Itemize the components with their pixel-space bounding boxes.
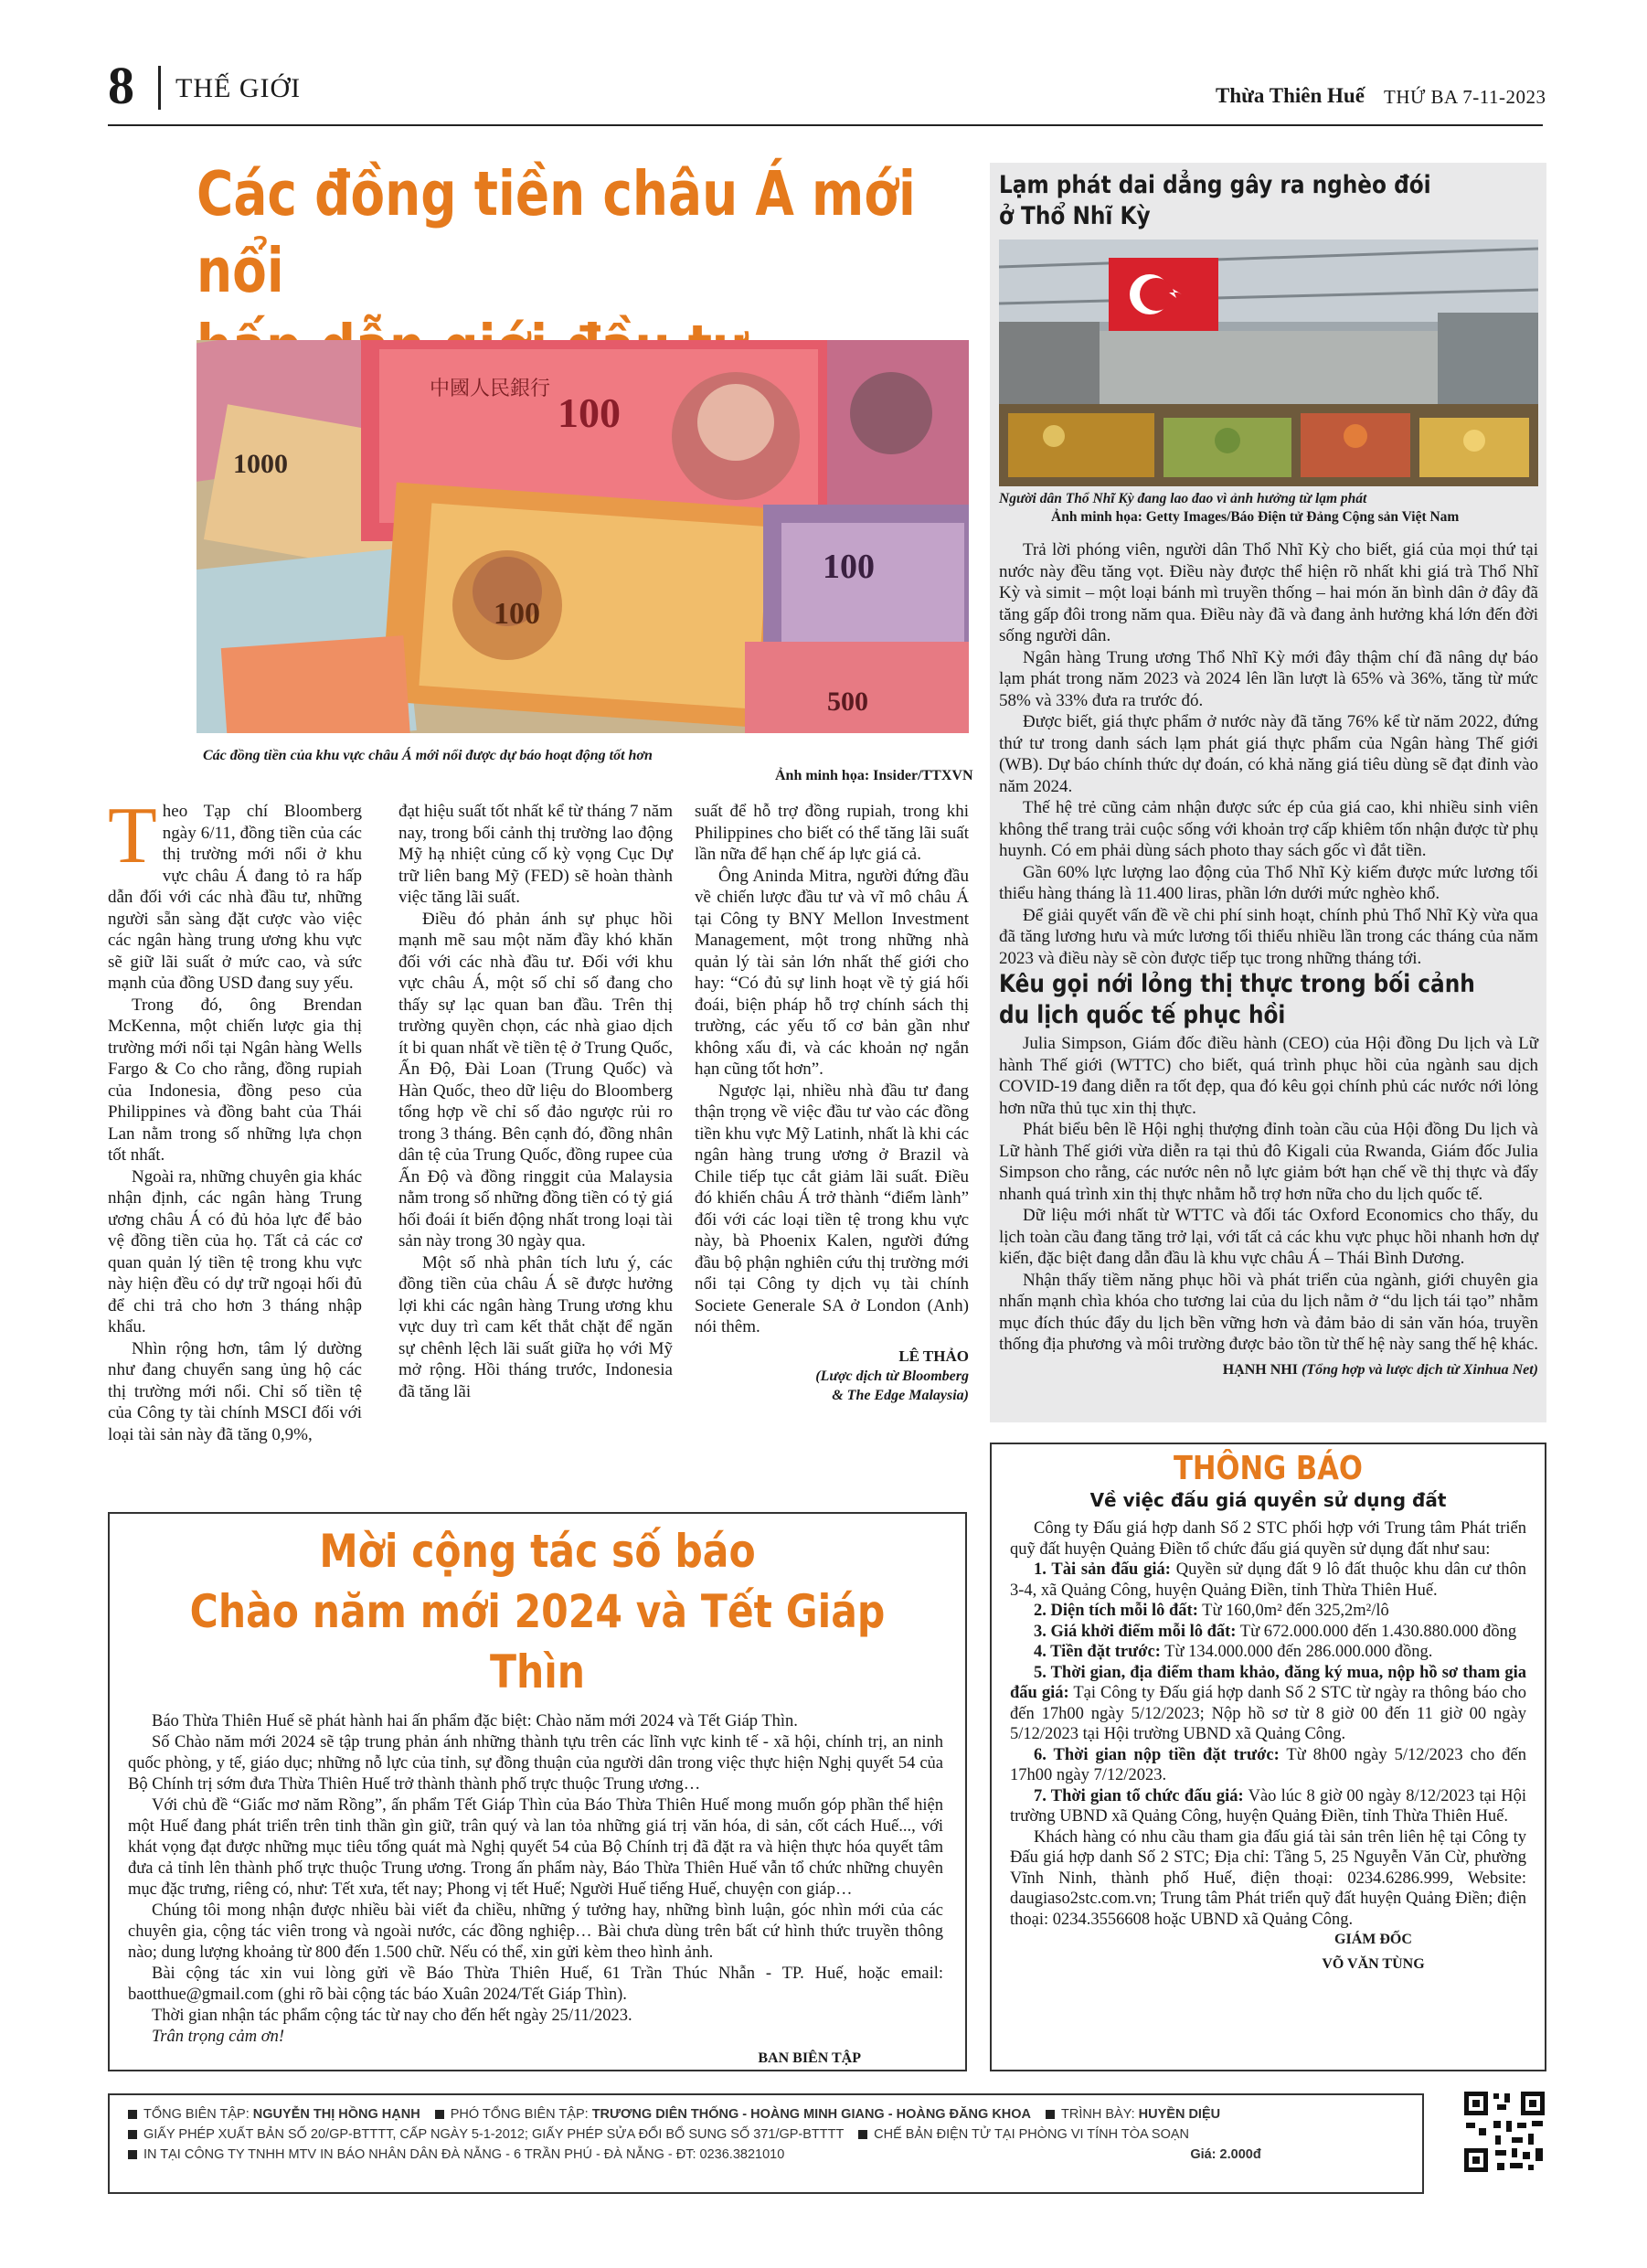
notice-item-1-label: 1. Tài sản đấu giá: xyxy=(1034,1560,1171,1579)
ad-para-3: Với chủ đề “Giấc mơ năm Rồng”, ấn phẩm Tết Giáp Thìn của Báo Thừa Thiên Huế mong muốn góp phần thể hiện một Huế đang phát triển trên tinh thần gìn giữ, trân quý và lan tỏa những giá trị văn hóa, di sản, cốt cách Huế..., với khát vọng đạt được những mục tiêu tổng quát mà Nghị quyết 54 của Bộ Chính trị đã đặt ra và hiện thực hóa quyết tâm đưa cả tỉnh lên thành phố trực thuộc Trung ương. Trong ấn phẩm này, Báo Thừa Thiên Huế vẫn tổ chức những chuyên mục đặc trưng, riêng có, như: Tết xưa, tết nay; Phong vị tết Huế; Người Huế tiếng Huế, chuyện con giáp… xyxy=(128,1796,943,1899)
notice-sign-name: VÕ VĂN TÙNG xyxy=(1322,1955,1425,1972)
market-photo xyxy=(999,240,1538,486)
banknotes-illustration xyxy=(197,340,969,733)
footer-layout-label: TRÌNH BÀY: xyxy=(1061,2107,1135,2122)
article-para-4: Nhìn rộng hơn, tâm lý dường như đang chuyển sang ủng hộ các thị trường mới nổi. Chỉ số tiền tệ của Công ty tài chính MSCI đối với loại tài sản này đã tăng 0,9%, xyxy=(108,1338,362,1444)
sidebar-byline xyxy=(999,1359,1538,1381)
drop-cap: T xyxy=(108,792,157,880)
article-para-9: Ông Aninda Mitra, người đứng đầu về chiến lược đầu tư và vĩ mô châu Á tại Công ty BNY Mellon Investment Management, một trong những nhà quản lý tài sản lớn nhất thế giới cho hay: “Có đủ sự linh hoạt về tỷ giá hối đoái, biện pháp hỗ trợ chính sách thị trường, các yếu tố cơ bản gần như không xấu đi, và các khoản nợ ngắn hạn cũng tốt hơn”. xyxy=(695,866,969,1079)
footer-prepress: CHẾ BẢN ĐIỆN TỬ TẠI PHÒNG VI TÍNH TÒA SOẠN xyxy=(874,2127,1190,2142)
notice-intro: Công ty Đấu giá hợp danh Số 2 STC phối hợp với Trung tâm Phát triển quỹ đất huyện Quảng Điền tổ chức đấu giá quyền sử dụng đất như sau: xyxy=(1010,1519,1526,1559)
sidebar-para-9: Dữ liệu mới nhất từ WTTC và đối tác Oxford Economics cho thấy, du lịch toàn cầu đang tăng trở lại, với tất cả các khu vực phục hồi nhanh hơn dự kiến, đặc biệt đang dẫn đầu là khu vực châu Á – Thái Bình Dương. xyxy=(999,1206,1538,1268)
sidebar-para-8: Phát biểu bên lề Hội nghị thượng đỉnh toàn cầu của Hội đồng Du lịch và Lữ hành Thế giới vừa diễn ra tại thủ đô Kigali của Rwanda, Giám đốc Julia Simpson cho rằng, các nước nên nỗ lực giảm bớt hạn chế về thị thực và đẩy nhanh quá trình xin thị thực nhằm hỗ trợ hơn nữa cho du lịch quốc tế. xyxy=(999,1120,1538,1204)
notice-item-3-text: Từ 672.000.000 đến 1.430.880.000 đồng xyxy=(1239,1622,1517,1641)
footer-line-2 xyxy=(117,2124,1422,2145)
bullet-square-icon xyxy=(435,2110,444,2119)
ad-para-1: Báo Thừa Thiên Huế sẽ phát hành hai ấn phẩm đặc biệt: Chào năm mới 2024 và Tết Giáp Thìn. xyxy=(152,1712,798,1730)
notice-subtitle: Về việc đấu giá quyền sử dụng đất xyxy=(1089,1489,1447,1511)
notice-item-1-text: Quyền sử dụng đất 9 lô đất thuộc khu dân cư thôn 3-4, xã Quảng Công, huyện Quảng Điền, tỉnh Thừa Thiên Huế. xyxy=(1010,1560,1526,1600)
notice-item-5 xyxy=(1010,1663,1526,1745)
bullet-square-icon xyxy=(128,2110,137,2119)
article-column-3 xyxy=(695,801,969,1405)
sidebar-byline-note: (Tổng hợp và lược dịch từ Xinhua Net) xyxy=(1301,1361,1538,1378)
sidebar-para-1: Trả lời phóng viên, người dân Thổ Nhĩ Kỳ cho biết, giá của mọi thứ tại nước này đều tăng vọt. Điều này được thể hiện rõ nhất khi giá trà Thổ Nhĩ Kỳ và simit – một loại bánh mì truyền thống – hai món ăn bình dân ở đây đã tăng gấp đôi trong năm qua. Điều này đã và đang ảnh hưởng khá lớn đến đời sống người dân. xyxy=(999,540,1538,645)
svg-text:100: 100 xyxy=(558,389,621,436)
article-para-8: suất để hỗ trợ đồng rupiah, trong khi Philippines cho biết có thể tăng lãi suất lần nữa để hạn chế áp lực giá cả. xyxy=(695,802,969,864)
notice-item-7 xyxy=(1010,1786,1526,1827)
headline-line-1: Các đồng tiền châu Á mới nổi xyxy=(197,158,916,306)
bullet-square-icon xyxy=(858,2130,867,2139)
page-number: 8 xyxy=(108,56,134,115)
bullet-square-icon xyxy=(128,2150,137,2159)
notice-item-7-text: Vào lúc 8 giờ 00 ngày 8/12/2023 tại Hội trường UBND xã Quảng Công, huyện Quảng Điền, tỉnh Thừa Thiên Huế. xyxy=(1010,1786,1527,1826)
footer-editor-name: NGUYỄN THỊ HỒNG HẠNH xyxy=(252,2107,420,2122)
bullet-square-icon xyxy=(128,2130,137,2139)
footer-deputy-label: PHÓ TỔNG BIÊN TẬP: xyxy=(450,2107,589,2122)
notice-item-7-label: 7. Thời gian tổ chức đấu giá: xyxy=(1034,1786,1244,1805)
auction-notice-box xyxy=(990,1443,1546,2071)
svg-text:中國人民銀行: 中國人民銀行 xyxy=(430,377,551,399)
svg-text:500: 500 xyxy=(827,687,868,717)
svg-text:100: 100 xyxy=(823,548,875,586)
notice-item-3 xyxy=(1010,1622,1526,1643)
article-column-2 xyxy=(398,801,673,1402)
sidebar-title-2-line-2: du lịch quốc tế phục hồi xyxy=(999,1001,1286,1029)
sidebar-para-10: Nhận thấy tiềm năng phục hồi và phát triển của ngành, giới chuyên gia nhấn mạnh chìa khóa cho tương lai của du lịch nằm ở “du lịch tái tạo” nhằm mục đích thúc đẩy du lịch bền vững hơn và đảm bảo di sản văn hóa, truyền thống địa phương và môi trường được bảo tồn từ thế hệ này sang thế hệ khác. xyxy=(999,1270,1539,1354)
masthead-footer xyxy=(108,2093,1424,2194)
notice-contact: Khách hàng có nhu cầu tham gia đấu giá tài sản trên liên hệ tại Công ty Đấu giá hợp danh Số 2 STC; Địa chỉ: Tầng 5, 25 Nguyễn Văn Cừ, phường Vĩnh Ninh, thành phố Huế, điện thoại: 0234.6286.999, Website: daugiaso2stc.com.vn; Trung tâm Phát triển quỹ đất huyện Quảng Điền; điện thoại: 0234.3556608 hoặc UBND xã Quảng Công. xyxy=(1010,1827,1526,1929)
ad-title-1: Mời cộng tác số báo xyxy=(319,1525,756,1578)
notice-title: THÔNG BÁO xyxy=(1174,1450,1363,1487)
ad-title-2: Chào năm mới 2024 và Tết Giáp Thìn xyxy=(189,1585,886,1698)
sidebar-article-1 xyxy=(999,539,1538,969)
ad-para-6: Thời gian nhận tác phẩm cộng tác từ nay cho đến hết ngày 25/11/2023. xyxy=(152,2007,632,2025)
article-source-2: & The Edge Malaysia) xyxy=(832,1388,969,1403)
notice-item-3-label: 3. Giá khởi điểm mỗi lô đất: xyxy=(1034,1622,1237,1641)
notice-item-4-label: 4. Tiền đặt trước: xyxy=(1034,1643,1161,1661)
sidebar-para-7: Julia Simpson, Giám đốc điều hành (CEO) của Hội đồng Du lịch và Lữ hành Thế giới (WTTC) cho biết, quá trình phục hồi của ngành sau dịch COVID-19 đang diễn ra tốt đẹp, qua đó kêu gọi chính phủ các nước nới lỏng hơn nữa thủ tục xin thị thực. xyxy=(999,1034,1538,1118)
article-para-10: Ngược lại, nhiều nhà đầu tư đang thận trọng về việc đầu tư vào các đồng tiền khu vực Mỹ Latinh, nhất là khi các ngân hàng trung ương ở Brazil và Chile tiếp tục cắt giảm lãi suất. Điều đó khiến châu Á trở thành “điểm lành” đối với các loại tiền tệ trong khu vực này, bà Phoenix Kalen, người đứng đầu bộ phận nghiên cứu thị trường mới nổi tại Công ty dịch vụ tài chính Societe Generale SA ở London (Anh) nói thêm. xyxy=(695,1081,969,1336)
notice-item-6-text: Từ 8h00 ngày 5/12/2023 cho đến 17h00 ngày 7/12/2023. xyxy=(1010,1745,1526,1784)
footer-deputy-names: TRƯƠNG DIÊN THỐNG - HOÀNG MINH GIANG - HOÀNG ĐĂNG KHOA xyxy=(591,2107,1032,2122)
notice-item-2-text: Từ 160,0m² đến 325,2m²/lô xyxy=(1202,1602,1389,1620)
section-name: THẾ GIỚI xyxy=(175,73,302,103)
issue-date: THỨ BA 7-11-2023 xyxy=(1384,86,1546,108)
sidebar-title-line-2: ở Thổ Nhĩ Kỳ xyxy=(999,202,1151,230)
footer-printer: IN TẠI CÔNG TY TNHH MTV IN BÁO NHÂN DÂN ĐÀ NẴNG - 6 TRẦN PHÚ - ĐÀ NẴNG - ĐT: 0236.3821010 xyxy=(143,2147,785,2162)
sidebar-title-line-1: Lạm phát dai dẳng gây ra nghèo đói xyxy=(999,171,1431,199)
footer-line-3 xyxy=(117,2145,1422,2165)
article-para-6: Điều đó phản ánh sự phục hồi mạnh mẽ sau một năm đầy khó khăn đối với các nhà đầu tư. Đối với khu vực châu Á, một số chỉ số đang cho thấy sự lạc quan ban đầu. Trên thị trường quyền chọn, các nhà giao dịch ít bi quan nhất về tiền tệ ở Trung Quốc, Ấn Độ, Đài Loan (Trung Quốc) và Hàn Quốc, theo dữ liệu do Bloomberg tổng hợp về chỉ số đảo ngược rủi ro trong 3 tháng. Bên cạnh đó, đồng nhân dân tệ của Trung Quốc, đồng rupee của Ấn Độ và đồng ringgit của Malaysia nằm trong số những đồng tiền có tỷ giá hối đoái ít biến động nhất trong loại tài sản này trong 30 ngày qua. xyxy=(398,909,673,1251)
notice-sign-title: GIÁM ĐỐC xyxy=(1334,1932,1412,1947)
sidebar-article-2 xyxy=(999,1033,1538,1380)
sidebar-byline-name: HẠNH NHI xyxy=(1222,1361,1298,1378)
header-divider xyxy=(158,66,161,110)
article-para-2: Trong đó, ông Brendan McKenna, một chiến lược gia thị trường mới nổi tại Ngân hàng Wells Fargo & Co cho rằng, đồng rupiah của Indonesia, đồng peso của Philippines và đồng baht của Thái Lan nằm trong số những lựa chọn tốt nhất. xyxy=(108,995,362,1165)
article-para-1: heo Tạp chí Bloomberg ngày 6/11, đồng tiền của các thị trường mới nổi ở khu vực châu Á đang tỏ ra hấp dẫn đối với các nhà đầu tư, những người sẵn sàng đặt cược vào việc các ngân hàng trung ương khu vực sẽ giữ lãi suất ở mức cao, và sức mạnh của đồng USD đang suy yếu. xyxy=(108,802,362,993)
footer-license: GIẤY PHÉP XUẤT BẢN SỐ 20/GP-BTTTT, CẤP NGÀY 5-1-2012; GIẤY PHÉP SỬA ĐỔI BỔ SUNG SỐ 371/GP-BTTTT xyxy=(143,2127,845,2142)
sidebar-title-2-line-1: Kêu gọi nới lỏng thị thực trong bối cảnh xyxy=(999,970,1475,998)
article-para-7: Một số nhà phân tích lưu ý, các đồng tiền của châu Á sẽ được hưởng lợi khi các ngân hàng Trung ương khu vực duy trì cam kết thắt chặt để ngăn sự chênh lệch lãi suất giữa họ với Mỹ mở rộng. Hồi tháng trước, Indonesia đã tăng lãi xyxy=(398,1252,673,1401)
header-rule xyxy=(108,124,1543,126)
notice-item-4 xyxy=(1010,1642,1526,1663)
sidebar-para-4: Thế hệ trẻ cũng cảm nhận được sức ép của giá cao, khi nhiều sinh viên không thể trang trải cuộc sống với khoản trợ cấp khiêm tốn nhận được từ phụ huynh. Có em phải dùng sách photo thay sách gốc vì đắt tiền. xyxy=(999,798,1538,860)
article-source-1: (Lược dịch từ Bloomberg xyxy=(815,1368,969,1384)
notice-item-5-text: Tại Công ty Đấu giá hợp danh Số 2 STC từ ngày ra thông báo cho đến 17h00 ngày 5/12/2023; Nộp hồ sơ từ 8 giờ 00 đến 11 giờ 00 ngày 5/12/2023 tại Hội trường UBND xã Quảng Công. xyxy=(1010,1684,1527,1743)
sidebar-title xyxy=(999,170,1534,232)
qr-code-icon xyxy=(1462,2090,1546,2174)
footer-editor-label: TỔNG BIÊN TẬP: xyxy=(143,2107,250,2122)
ad-closing: Trân trọng cảm ơn! xyxy=(152,2028,285,2046)
svg-text:100: 100 xyxy=(494,597,540,631)
notice-item-4-text: Từ 134.000.000 đến 286.000.000 đồng. xyxy=(1164,1643,1433,1661)
notice-item-2 xyxy=(1010,1601,1526,1622)
article-column-1 xyxy=(108,792,362,1445)
main-photo-credit: Ảnh minh họa: Insider/TTXVN xyxy=(775,768,973,783)
notice-item-2-label: 2. Diện tích mỗi lô đất: xyxy=(1034,1602,1198,1620)
sidebar-para-6: Để giải quyết vấn đề về chi phí sinh hoạt, chính phủ Thổ Nhĩ Kỳ vừa qua đã tăng lương hưu và mức lương tối thiểu nhiều lần trong các tháng của năm 2023 và điều này sẽ còn được tiếp tục trong những tháng tới. xyxy=(999,905,1538,968)
sidebar-title-2 xyxy=(999,969,1534,1031)
ad-body xyxy=(128,1711,943,2069)
market-illustration xyxy=(999,240,1538,486)
contribution-notice-box xyxy=(108,1512,967,2071)
sidebar-photo-caption: Người dân Thổ Nhĩ Kỳ đang lao đao vì ảnh hưởng từ lạm phát xyxy=(999,491,1367,506)
ad-para-5: Bài cộng tác xin vui lòng gửi về Báo Thừa Thiên Huế, 61 Trần Thúc Nhẫn - TP. Huế, hoặc email: baotthue@gmail.com (ghi rõ bài cộng tác báo Xuân 2024/Tết Giáp Thìn). xyxy=(128,1965,943,2004)
notice-item-5-label: 5. Thời gian, địa điểm tham khảo, đăng ký mua, nộp hồ sơ tham gia đấu giá: xyxy=(1010,1663,1526,1702)
bullet-square-icon xyxy=(1046,2110,1055,2119)
article-para-5: đạt hiệu suất tốt nhất kể từ tháng 7 năm nay, trong bối cảnh thị trường lao động Mỹ hạ nhiệt củng cố kỳ vọng Cục Dự trữ liên bang Mỹ (FED) sẽ hoàn thành việc tăng lãi suất. xyxy=(398,802,673,907)
svg-text:1000: 1000 xyxy=(233,449,288,479)
footer-line-1 xyxy=(117,2104,1422,2124)
main-photo-caption: Các đồng tiền của khu vực châu Á mới nổi được dự báo hoạt động tốt hơn xyxy=(203,748,653,763)
notice-item-1 xyxy=(1010,1560,1526,1601)
notice-item-6-label: 6. Thời gian nộp tiền đặt trước: xyxy=(1034,1745,1280,1764)
footer-layout-name: HUYỀN DIỆU xyxy=(1138,2107,1221,2122)
article-para-3: Ngoài ra, những chuyên gia khác nhận định, các ngân hàng Trung ương châu Á có đủ hỏa lực để bảo vệ đồng tiền của họ. Tất cả các cơ quan quản lý tiền tệ trong khu vực này hiện đều có dự trữ ngoại hối đủ để chi trả cho hơn 3 tháng nhập khẩu. xyxy=(108,1166,362,1336)
notice-item-6 xyxy=(1010,1745,1526,1786)
footer-price: Giá: 2.000đ xyxy=(1190,2147,1261,2162)
banknotes-photo xyxy=(197,340,969,733)
paper-name: Thừa Thiên Huế xyxy=(1216,84,1365,107)
ad-signature: BAN BIÊN TẬP xyxy=(758,2050,861,2066)
ad-para-2: Số Chào năm mới 2024 sẽ tập trung phản ánh những thành tựu trên các lĩnh vực kinh tế - xã hội, chính trị, an ninh quốc phòng, y tế, giáo dục; những nỗ lực của tỉnh, sự đồng thuận của người dân trong việc thực hiện Nghị quyết 54 của Bộ Chính trị sớm đưa Thừa Thiên Huế trở thành thành phố trực thuộc Trung ương… xyxy=(128,1733,943,1794)
qr-code-graphic xyxy=(1462,2090,1546,2174)
sidebar-para-2: Ngân hàng Trung ương Thổ Nhĩ Kỳ mới đây thậm chí đã nâng dự báo lạm phát trong năm 2023 và 2024 lên lần lượt là 65% và 36%, tăng từ mức 58% và 33% đưa ra trước đó. xyxy=(999,647,1538,710)
ad-para-4: Chúng tôi mong nhận được nhiều bài viết đa chiều, những ý tưởng hay, những bình luận, góc nhìn mới của các chuyên gia, cộng tác viên trong và ngoài nước, các đồng nghiệp… Bài chưa dùng trên bất cứ hình thức truyền thông nào; dung lượng khoảng từ 800 đến 1.500 chữ. Nếu có thể, xin gửi kèm theo hình ảnh. xyxy=(128,1901,943,1962)
notice-body xyxy=(1010,1518,1526,1975)
sidebar-para-5: Gần 60% lực lượng lao động của Thổ Nhĩ Kỳ kiếm được mức lương tối thiểu hàng tháng là 11.400 liras, phần lớn dưới mức nghèo khổ. xyxy=(999,862,1538,903)
article-byline: LÊ THẢO xyxy=(898,1347,969,1365)
sidebar-photo-credit: Ảnh minh họa: Getty Images/Báo Điện tử Đảng Cộng sản Việt Nam xyxy=(1051,509,1460,525)
sidebar-para-3: Được biết, giá thực phẩm ở nước này đã tăng 76% kể từ năm 2022, đứng thứ tư trong danh sách lạm phát giá thực phẩm của Ngân hàng Thế giới (WB). Dự báo chính thức dự đoán, có khả năng giá tiêu dùng sẽ đạt đỉnh vào năm 2024. xyxy=(999,712,1538,796)
